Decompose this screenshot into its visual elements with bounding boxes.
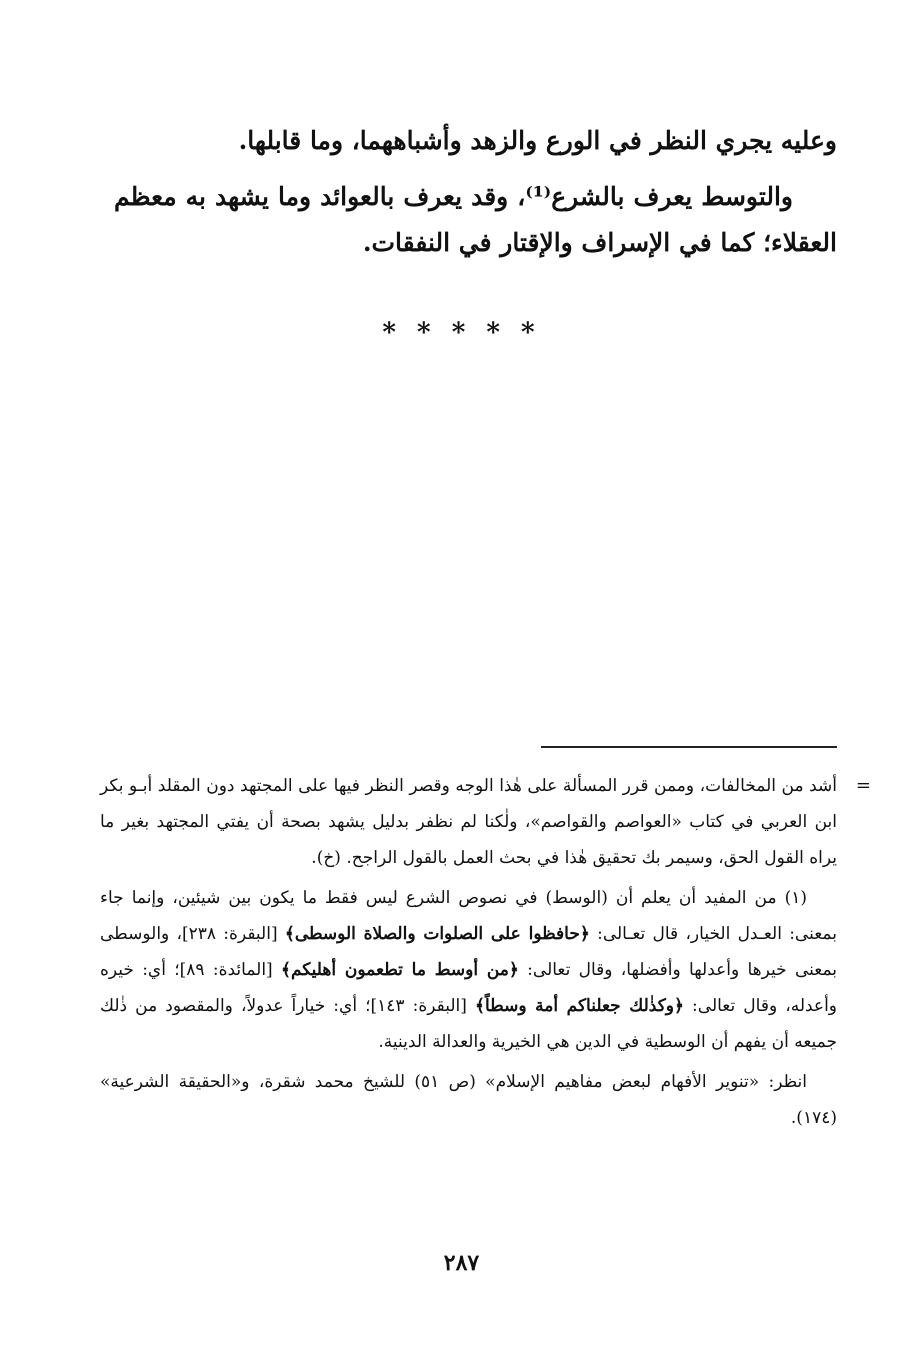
footnote-1-verse-3: ﴿وكذٰلك جعلناكم أمة وسطاً﴾ <box>474 996 684 1016</box>
footnote-continuation <box>100 768 871 876</box>
footnote-1-reference: انظر: «تنوير الأفهام لبعض مفاهيم الإسلام» (ص ٥١) للشيخ محمد شقرة، و«الحقيقة الشرعية» (١٧٤). <box>100 1072 837 1128</box>
footnote-1 <box>100 880 837 1060</box>
footnote-1-ref-3: [البقرة: ١٤٣]؛ أي: خياراً عدولاً، والمقصود من ذٰلك جميعه أن يفهم أن الوسطية في الدين هي الخيرية والعدالة الدينية. <box>100 996 837 1052</box>
main-paragraph-1: وعليه يجري النظر في الورع والزهد وأشباههما، وما قابلها. <box>238 126 837 155</box>
footnote-1-intro: (١) من المفيد أن يعلم أن (الوسط) في نصوص الشرع ليس فقط ما يكون بين شيئين، وإنما جاء بمعنى: العـدل الخيار، قال تعـالى: <box>100 888 837 944</box>
footnote-1-verse-2: ﴿من أوسط ما تطعمون أهليكم﴾ <box>280 960 519 980</box>
footnote-continuation-text: أشد من المخالفات، وممن قرر المسألة على هٰذا الوجه وقصر النظر فيها على المجتهد دون المقلد أبـو بكر ابن العربي في كتاب «العواصم والقواصم»، ولٰكنا لم نظفر بدليل يشهد بصحة أن يفتي المجتهد بغير ما يراه القول الحق، وسيمر بك تحقيق هٰذا في بحث العمل بالقول الراجح. (خ). <box>100 776 837 868</box>
footnote-1-ref-1: [البقرة: ٢٣٨]، والوسطى بمعنى خيرها وأعدلها وأفضلها، وقال تعالى: <box>100 924 837 980</box>
footnote-1-verse-1: ﴿حافظوا على الصلوات والصلاة الوسطى﴾ <box>284 924 590 944</box>
main-text <box>114 118 837 266</box>
footnote-divider <box>541 746 837 748</box>
main-paragraph-2: والتوسط يعرف بالشرع⁽¹⁾، وقد يعرف بالعوائد وما يشهد به معظم العقلاء؛ كما في الإسراف والإقتار في النفقات. <box>114 182 837 257</box>
footnote-1-ref-2: [المائدة: ٨٩]؛ أي: خيره وأعدله، وقال تعالى: <box>100 960 838 1016</box>
continuation-mark: = <box>855 775 871 796</box>
footnotes <box>100 768 871 1136</box>
page-number: ٢٨٧ <box>443 1250 480 1276</box>
section-separator: * * * * * <box>382 318 541 348</box>
